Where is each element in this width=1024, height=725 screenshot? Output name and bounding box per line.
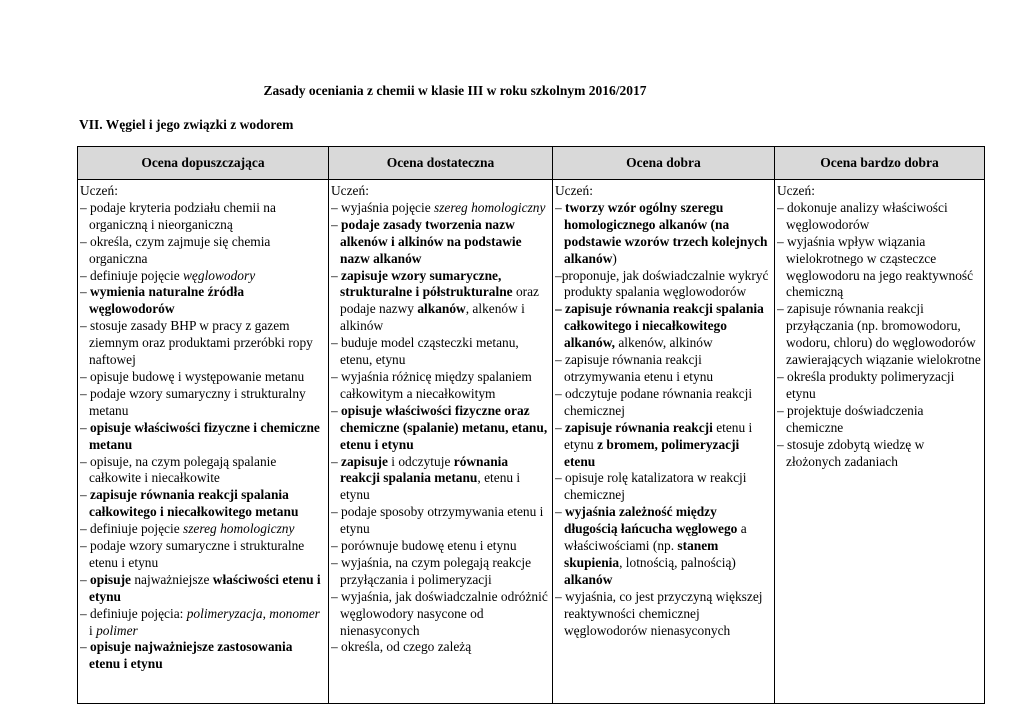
- criterion-item: [331, 538, 550, 555]
- criterion-text: podaje zasady tworzenia nazw alkenów i alkinów na podstawie nazw alkanów: [340, 216, 522, 266]
- criterion-text: właściwości etenu i etynu: [89, 571, 321, 604]
- criterion-text: – wyjaśnia pojęcie: [331, 199, 434, 215]
- criterion-item: [80, 538, 326, 572]
- criterion-item: [777, 200, 982, 234]
- criterion-text: zapisuje wzory sumaryczne, strukturalne i półstrukturalne: [340, 267, 513, 300]
- criterion-text: –: [331, 453, 342, 469]
- criterion-text: – definiuje pojęcie: [80, 267, 183, 283]
- criterion-item: [331, 454, 550, 505]
- criterion-text: –proponuje, jak doświadczalnie wykryć produkty spalania węglowodorów: [555, 267, 769, 300]
- criterion-item: [80, 606, 326, 640]
- criterion-text: opisuje: [90, 571, 131, 587]
- criterion-item: [555, 200, 772, 268]
- criterion-text: szereg homologiczny: [183, 521, 295, 537]
- criterion-text: –: [331, 267, 342, 283]
- criterion-item: [331, 335, 550, 369]
- criterion-text: – stosuje zdobytą wiedzę w złożonych zadaniach: [777, 436, 925, 469]
- criterion-text: wymienia naturalne źródła węglowodorów: [89, 284, 245, 317]
- criterion-text: – opisuje budowę i występowanie metanu: [80, 368, 305, 384]
- criterion-text: , etenu i etynu: [340, 470, 521, 503]
- criteria-cell: [553, 180, 775, 704]
- criterion-text: alkenów, alkinów: [614, 335, 713, 351]
- criterion-item: [555, 504, 772, 589]
- criterion-text: z bromem, polimeryzacji etenu: [564, 436, 740, 469]
- criterion-text: etenu i etynu: [564, 419, 753, 452]
- criterion-item: [777, 369, 982, 403]
- header-ocena-dopuszczajaca: Ocena dopuszczająca: [78, 147, 329, 180]
- criterion-item: [80, 369, 326, 386]
- criterion-item: [80, 200, 326, 234]
- intro-text: Uczeń:: [331, 183, 369, 198]
- criterion-text: , alkenów i alkinów: [340, 301, 525, 334]
- criterion-text: i odczytuje: [387, 453, 454, 469]
- header-ocena-dobra: Ocena dobra: [553, 147, 775, 180]
- criterion-text: – odczytuje podane równania reakcji chemicznej: [555, 385, 753, 418]
- criterion-text: monomer: [269, 605, 320, 621]
- criterion-item: [80, 386, 326, 420]
- criterion-item: [80, 284, 326, 318]
- criterion-text: a właściwościami (np.: [564, 521, 747, 554]
- criterion-text: –: [80, 284, 91, 300]
- criterion-text: opisuje właściwości fizyczne oraz chemiczne (spalanie) metanu, etanu, etenu i etynu: [340, 402, 548, 452]
- criterion-text: – wyjaśnia różnicę między spalaniem całkowitym a niecałkowitym: [331, 368, 532, 401]
- criterion-text: alkanów: [417, 301, 466, 317]
- criterion-item: [555, 301, 772, 352]
- criterion-item: [777, 234, 982, 302]
- criterion-item: [555, 589, 772, 640]
- criterion-text: –: [331, 216, 342, 232]
- criterion-text: – porównuje budowę etenu i etynu: [331, 538, 517, 554]
- intro-text: Uczeń:: [777, 183, 815, 198]
- criterion-text: zapisuje równania reakcji spalania całkowitego i niecałkowitego metanu: [89, 487, 299, 520]
- criterion-text: – zapisuje równania reakcji przyłączania (np. bromowodoru, wodoru, chloru) do węglowodorów zawierających wiązanie wielokrotne: [777, 301, 981, 368]
- criterion-item: [331, 268, 550, 336]
- criterion-text: alkanów: [564, 571, 613, 587]
- criteria-cell: [775, 180, 985, 704]
- table-body-row: [78, 180, 985, 704]
- criterion-item: [555, 386, 772, 420]
- header-ocena-dostateczna: Ocena dostateczna: [329, 147, 553, 180]
- criterion-text: – definiuje pojęcie: [80, 521, 183, 537]
- intro-text: Uczeń:: [555, 183, 593, 198]
- criterion-text: –: [331, 402, 342, 418]
- criterion-item: [80, 420, 326, 454]
- criterion-item: [80, 639, 326, 673]
- criterion-text: – wyjaśnia, na czym polegają reakcje przyłączania i polimeryzacji: [331, 554, 532, 587]
- criterion-item: [331, 504, 550, 538]
- criterion-text: opisuje właściwości fizyczne i chemiczne metanu: [89, 419, 320, 452]
- criterion-text: – zapisuje równania reakcji spalania całkowitego i niecałkowitego alkanów,: [555, 301, 764, 351]
- criterion-text: , lotnością, palnością): [619, 554, 736, 570]
- criterion-text: –: [80, 419, 91, 435]
- criterion-text: – podaje wzory sumaryczny i strukturalny metanu: [80, 385, 306, 418]
- criterion-item: [331, 589, 550, 640]
- criterion-text: opisuje: [90, 639, 131, 655]
- criterion-item: [331, 555, 550, 589]
- criterion-text: – definiuje pojęcia:: [80, 605, 187, 621]
- criterion-text: – podaje kryteria podziału chemii na organiczną i nieorganiczną: [80, 199, 276, 232]
- criterion-text: zapisuje równania reakcji: [565, 419, 713, 435]
- criterion-item: [80, 454, 326, 488]
- criterion-text: – opisuje, na czym polegają spalanie całkowite i niecałkowite: [80, 453, 277, 486]
- criterion-text: – wyjaśnia, jak doświadczalnie odróżnić węglowodory nasycone od nienasyconych: [331, 588, 548, 638]
- criterion-text: równania reakcji spalania metanu: [340, 453, 509, 486]
- criterion-item: [80, 487, 326, 521]
- criterion-text: – wyjaśnia, co jest przyczyną większej reaktywności chemicznej węglowodorów nienasyconych: [555, 588, 763, 638]
- criteria-cell: [78, 180, 329, 704]
- criterion-item: [80, 318, 326, 369]
- criterion-text: –: [555, 504, 566, 520]
- criterion-text: szereg homologiczny: [434, 199, 546, 215]
- criterion-text: –: [555, 199, 566, 215]
- criterion-text: –: [80, 571, 91, 587]
- criterion-text: –: [80, 639, 91, 655]
- criterion-text: ): [612, 250, 617, 266]
- criterion-item: [555, 420, 772, 471]
- criterion-text: –: [555, 419, 566, 435]
- criterion-item: [331, 369, 550, 403]
- criterion-text: – określa produkty polimeryzacji etynu: [777, 368, 955, 401]
- criteria-cell: [329, 180, 553, 704]
- criterion-item: [80, 234, 326, 268]
- criterion-text: i: [89, 622, 97, 638]
- criterion-text: – podaje sposoby otrzymywania etenu i etynu: [331, 504, 544, 537]
- grading-table: [77, 146, 985, 704]
- criterion-item: [555, 352, 772, 386]
- header-ocena-bardzo-dobra: Ocena bardzo dobra: [775, 147, 985, 180]
- criterion-item: [80, 572, 326, 606]
- criterion-text: – dokonuje analizy właściwości węglowodorów: [777, 199, 948, 232]
- criterion-text: wyjaśnia zależność między długością łańcucha węglowego: [564, 504, 738, 537]
- criterion-text: – buduje model cząsteczki metanu, etenu, etynu: [331, 335, 519, 368]
- intro-text: Uczeń:: [80, 183, 118, 198]
- criterion-text: tworzy wzór ogólny szeregu homologicznego alkanów (na podstawie wzorów trzech kolejnych alkanów: [564, 199, 768, 266]
- criterion-item: [777, 403, 982, 437]
- criterion-item: [331, 403, 550, 454]
- criterion-text: – wyjaśnia wpływ wiązania wielokrotnego w cząsteczce węglowodoru na jego reaktywność chemiczną: [777, 233, 974, 300]
- table-header-row: [78, 147, 985, 180]
- section-heading: VII. Węgiel i jego związki z wodorem: [79, 117, 294, 132]
- criterion-item: [555, 268, 772, 302]
- criterion-text: – określa, od czego zależą: [331, 639, 472, 655]
- criterion-text: ,: [262, 605, 270, 621]
- criterion-item: [80, 521, 326, 538]
- criterion-text: – podaje wzory sumaryczne i strukturalne etenu i etynu: [80, 538, 305, 570]
- criterion-item: [777, 437, 982, 471]
- criterion-item: [80, 268, 326, 285]
- criterion-text: polimeryzacja: [186, 605, 263, 621]
- criterion-text: oraz podaje nazwy: [340, 284, 539, 317]
- criterion-item: [331, 217, 550, 268]
- criterion-text: węglowodory: [183, 267, 256, 283]
- criterion-text: – projektuje doświadczenia chemiczne: [777, 402, 924, 435]
- criterion-text: polimer: [96, 622, 138, 638]
- criterion-text: zapisuje: [341, 453, 388, 469]
- criterion-text: stanem skupienia: [564, 538, 719, 570]
- criterion-text: – określa, czym zajmuje się chemia organiczna: [80, 233, 271, 266]
- criterion-item: [331, 200, 550, 217]
- criterion-text: – stosuje zasady BHP w pracy z gazem ziemnym oraz produktami przeróbki ropy naftowej: [80, 318, 313, 368]
- criterion-text: –: [80, 487, 91, 503]
- criterion-item: [331, 639, 550, 656]
- criterion-item: [555, 470, 772, 504]
- criterion-item: [777, 301, 982, 369]
- document-title: Zasady oceniania z chemii w klasie III w roku szkolnym 2016/2017: [263, 83, 647, 98]
- criterion-text: najważniejsze: [130, 571, 213, 587]
- criterion-text: najważniejsze zastosowania etenu i etynu: [89, 639, 293, 672]
- criterion-text: – opisuje rolę katalizatora w reakcji chemicznej: [555, 470, 747, 503]
- criterion-text: – zapisuje równania reakcji otrzymywania etenu i etynu: [555, 352, 714, 384]
